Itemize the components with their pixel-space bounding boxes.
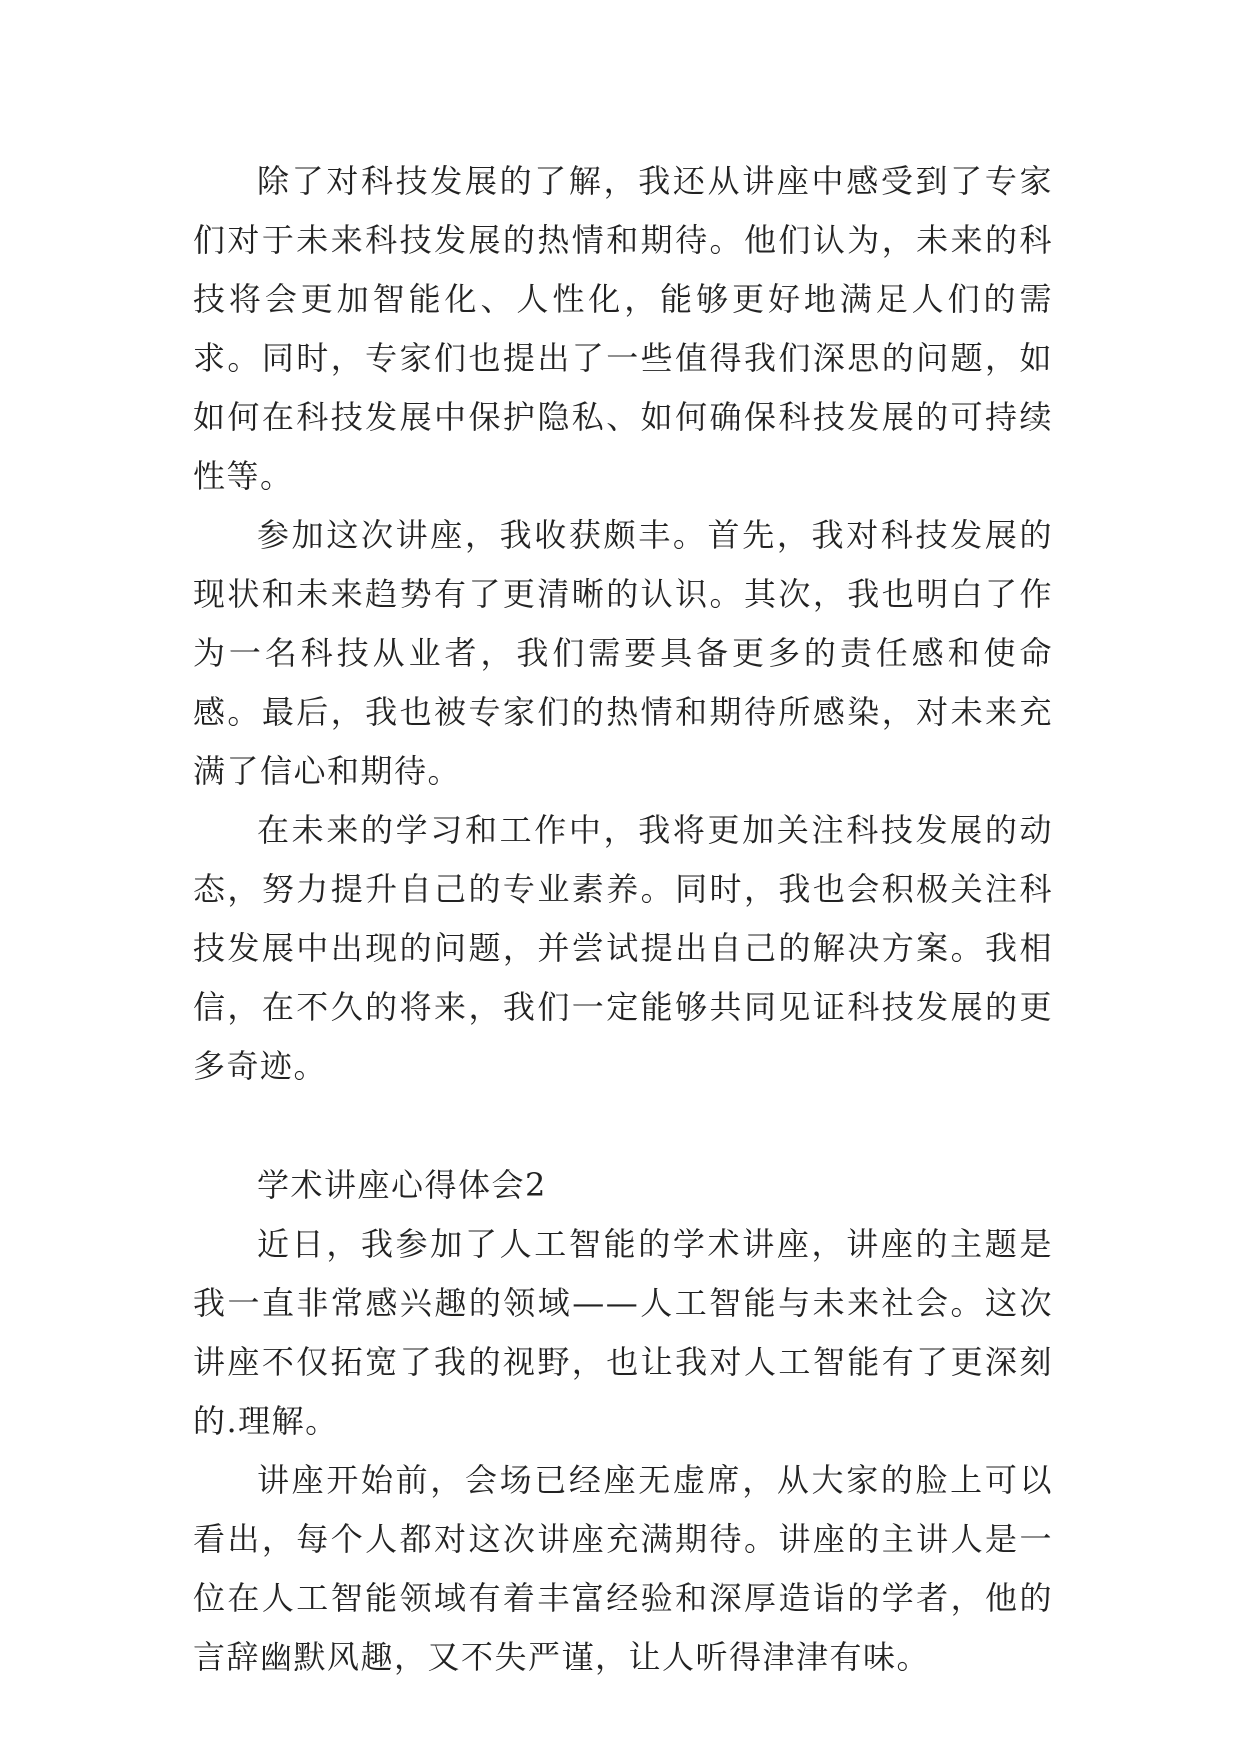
paragraph-lecture-venue: 讲座开始前，会场已经座无虚席，从大家的脸上可以看出，每个人都对这次讲座充满期待。讲座的主讲人是一位在人工智能领域有着丰富经验和深厚造诣的学者，他的言辞幽默风趣，又不失严谨，让人听得津津有味。 [193,1461,1053,1676]
paragraph-ai-lecture-intro: 近日，我参加了人工智能的学术讲座，讲座的主题是我一直非常感兴趣的领域——人工智能与未来社会。这次讲座不仅拓宽了我的视野，也让我对人工智能有了更深刻的.理解。 [193,1225,1053,1440]
paragraph-future-plans: 在未来的学习和工作中，我将更加关注科技发展的动态，努力提升自己的专业素养。同时，我也会积极关注科技发展中出现的问题，并尝试提出自己的解决方案。我相信，在不久的将来，我们一定能够共同见证科技发展的更多奇迹。 [193,811,1053,1085]
section-heading: 学术讲座心得体会2 [257,1166,547,1204]
paragraph-expert-outlook: 除了对科技发展的了解，我还从讲座中感受到了专家们对于未来科技发展的热情和期待。他们认为，未来的科技将会更加智能化、人性化，能够更好地满足人们的需求。同时，专家们也提出了一些值得我们深思的问题，如如何在科技发展中保护隐私、如何确保科技发展的可持续性等。 [193,162,1053,495]
paragraph-lecture-gains: 参加这次讲座，我收获颇丰。首先，我对科技发展的现状和未来趋势有了更清晰的认识。其次，我也明白了作为一名科技从业者，我们需要具备更多的责任感和使命感。最后，我也被专家们的热情和期待所感染，对未来充满了信心和期待。 [193,516,1053,790]
document-body [193,152,1053,1687]
